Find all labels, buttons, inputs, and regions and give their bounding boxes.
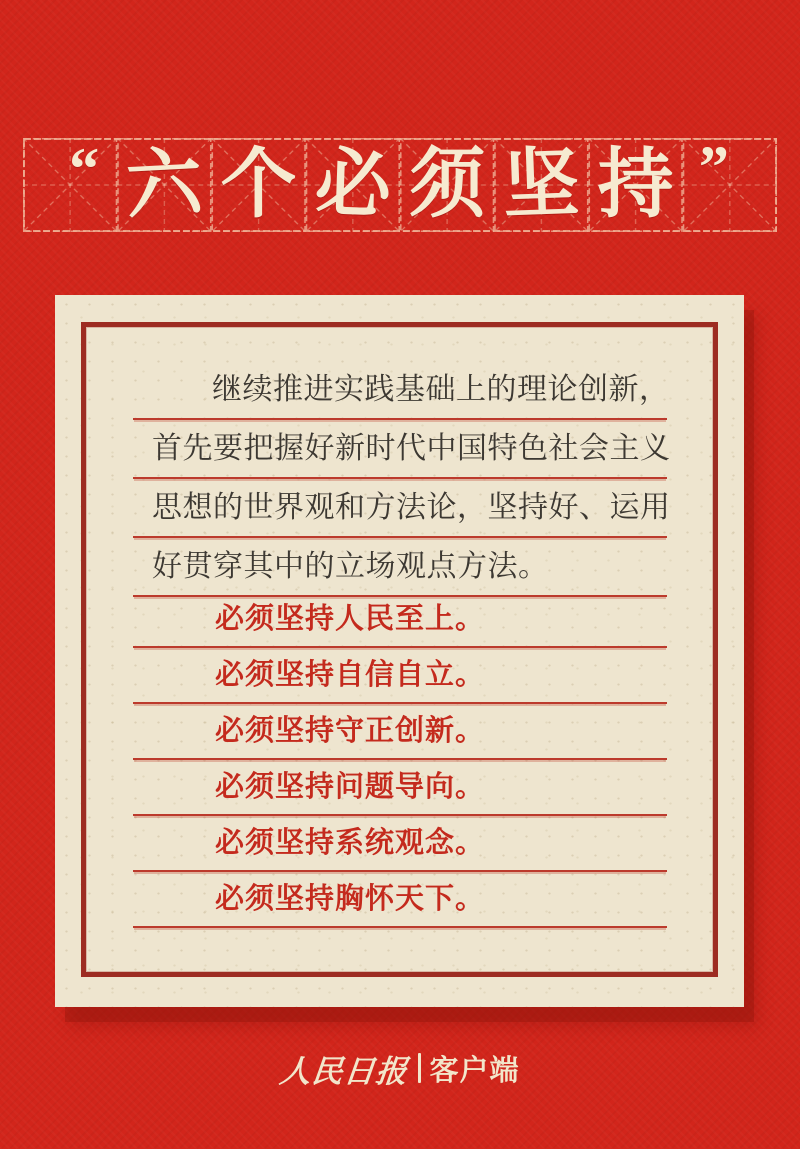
content-card xyxy=(55,295,744,1007)
title-char-6 xyxy=(589,138,683,232)
list-item: 必须坚持问题导向。 xyxy=(133,760,667,816)
title-open-quote xyxy=(23,138,117,232)
page-title xyxy=(23,134,777,232)
paragraph-line: 思想的世界观和方法论，坚持好、运用 xyxy=(133,479,667,538)
title-char: 必 xyxy=(313,141,393,229)
title-band xyxy=(23,134,777,232)
title-char: “ xyxy=(69,136,100,202)
list-item: 必须坚持守正创新。 xyxy=(133,704,667,760)
list-item: 必须坚持人民至上。 xyxy=(133,592,667,648)
title-char: 须 xyxy=(409,143,486,227)
paragraph-line: 继续推进实践基础上的理论创新， xyxy=(133,361,667,420)
title-close-quote xyxy=(683,134,777,232)
peoples-daily-logo: 人民日报 xyxy=(278,1053,411,1090)
list-item: 必须坚持系统观念。 xyxy=(133,816,667,872)
must-persist-list xyxy=(133,592,667,928)
intro-paragraph xyxy=(133,361,671,597)
title-char-3 xyxy=(304,136,401,233)
brand-client-label: 客户端 xyxy=(429,1054,520,1087)
card-content xyxy=(133,361,671,928)
title-char: 个 xyxy=(220,143,297,227)
list-item: 必须坚持自信自立。 xyxy=(133,648,667,704)
title-char: ” xyxy=(698,134,729,200)
footer-brand xyxy=(0,1044,800,1092)
title-char: 坚 xyxy=(501,141,581,229)
title-char: 六 xyxy=(124,141,205,229)
title-char-1 xyxy=(115,136,214,235)
paragraph-line: 首先要把握好新时代中国特色社会主义 xyxy=(133,420,667,479)
title-char: 持 xyxy=(597,143,674,227)
list-item: 必须坚持胸怀天下。 xyxy=(133,872,667,928)
title-char-4 xyxy=(400,138,494,232)
title-char-5 xyxy=(493,136,590,233)
brand-divider xyxy=(418,1053,421,1083)
paragraph-line: 好贯穿其中的立场观点方法。 xyxy=(133,538,667,597)
title-char-2 xyxy=(212,138,306,232)
